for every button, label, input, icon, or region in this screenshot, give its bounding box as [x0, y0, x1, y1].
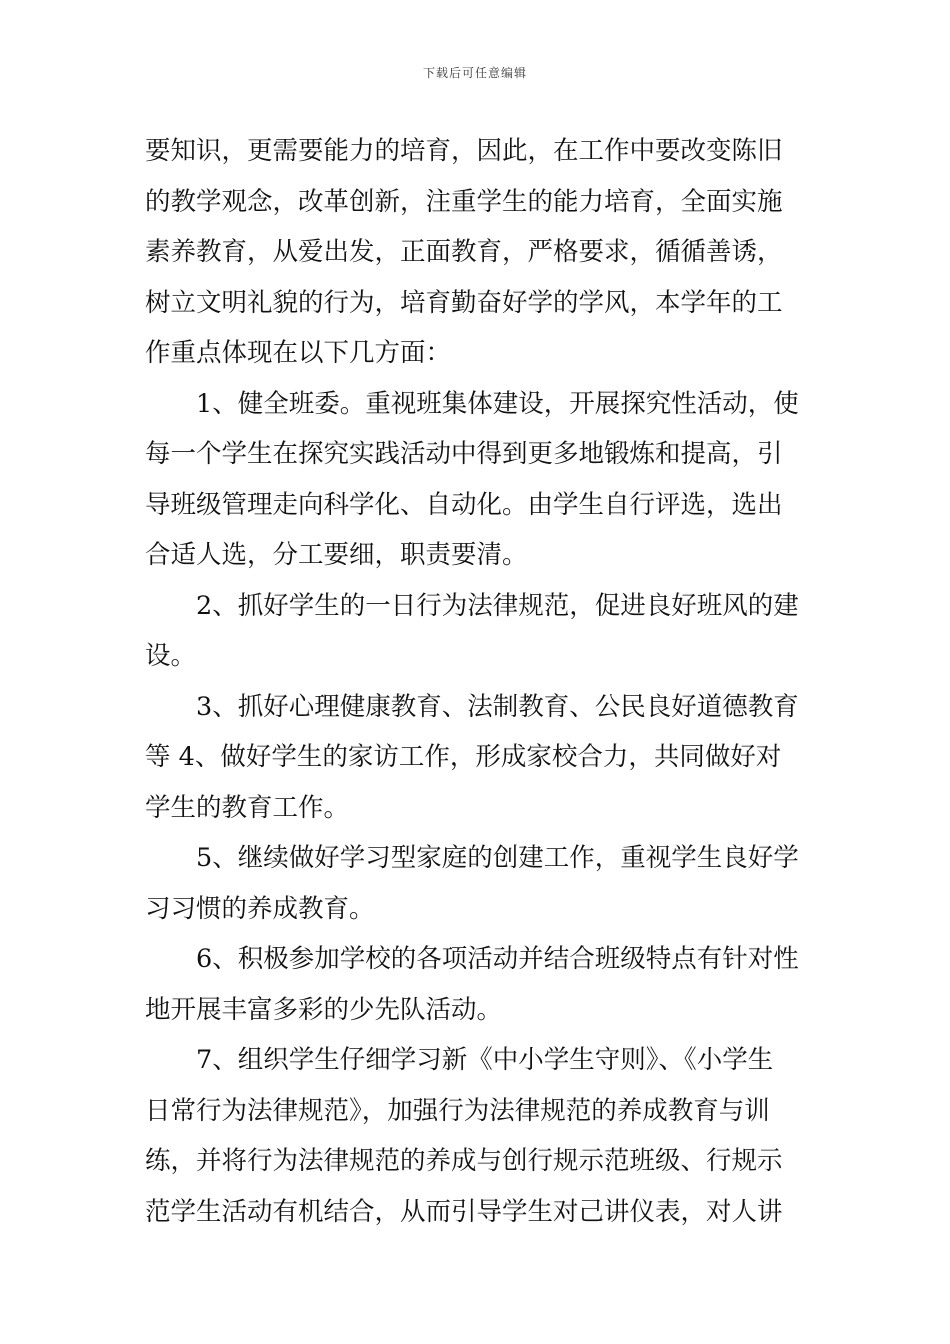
text-line: 3、抓好心理健康教育、法制教育、公民良好道德教育: [196, 691, 799, 722]
text-line: 习习惯的养成教育。: [145, 893, 375, 924]
text-line: 练，并将行为法律规范的养成与创行规示范班级、行规示: [145, 1146, 783, 1176]
text-line: 5、继续做好学习型家庭的创建工作，重视学生良好学: [196, 843, 799, 873]
document-body: [145, 126, 810, 1237]
text-line: 导班级管理走向科学化、自动化。由学生自行评选，选出: [145, 489, 783, 520]
text-line: 7、组织学生仔细学习新《中小学生守则》、《小学生: [196, 1045, 774, 1075]
text-line: 树立文明礼貌的行为，培育勤奋好学的学风，本学年的工: [145, 287, 783, 318]
text-line: 每一个学生在探究实践活动中得到更多地锻炼和提高，引: [145, 439, 783, 469]
text-line: 1、健全班委。重视班集体建设，开展探究性活动，使: [196, 388, 799, 419]
text-line: 日常行为法律规范》，加强行为法律规范的养成教育与训: [145, 1095, 770, 1126]
text-line: 作重点体现在以下几方面：: [145, 338, 452, 368]
text-line: 范学生活动有机结合，从而引导学生对己讲仪表，对人讲: [145, 1196, 783, 1227]
text-line: 地开展丰富多彩的少先队活动。: [145, 994, 503, 1025]
text-line: 2、抓好学生的一日行为法律规范，促进良好班风的建: [196, 590, 799, 621]
text-line: 等 4、做好学生的家访工作，形成家校合力，共同做好对: [145, 742, 782, 772]
text-line: 6、积极参加学校的各项活动并结合班级特点有针对性: [196, 944, 799, 974]
text-line: 的教学观念，改革创新，注重学生的能力培育，全面实施: [145, 186, 783, 217]
page-header: 下载后可任意编辑: [422, 66, 527, 80]
text-line: 素养教育，从爱出发，正面教育，严格要求，循循善诱，: [145, 237, 783, 267]
text-line: 学生的教育工作。: [145, 792, 350, 823]
text-line: 合适人选，分工要细，职责要清。: [145, 540, 528, 570]
text-line: 要知识，更需要能力的培育，因此，在工作中要改变陈旧: [145, 136, 783, 166]
text-line: 设。: [145, 641, 197, 671]
